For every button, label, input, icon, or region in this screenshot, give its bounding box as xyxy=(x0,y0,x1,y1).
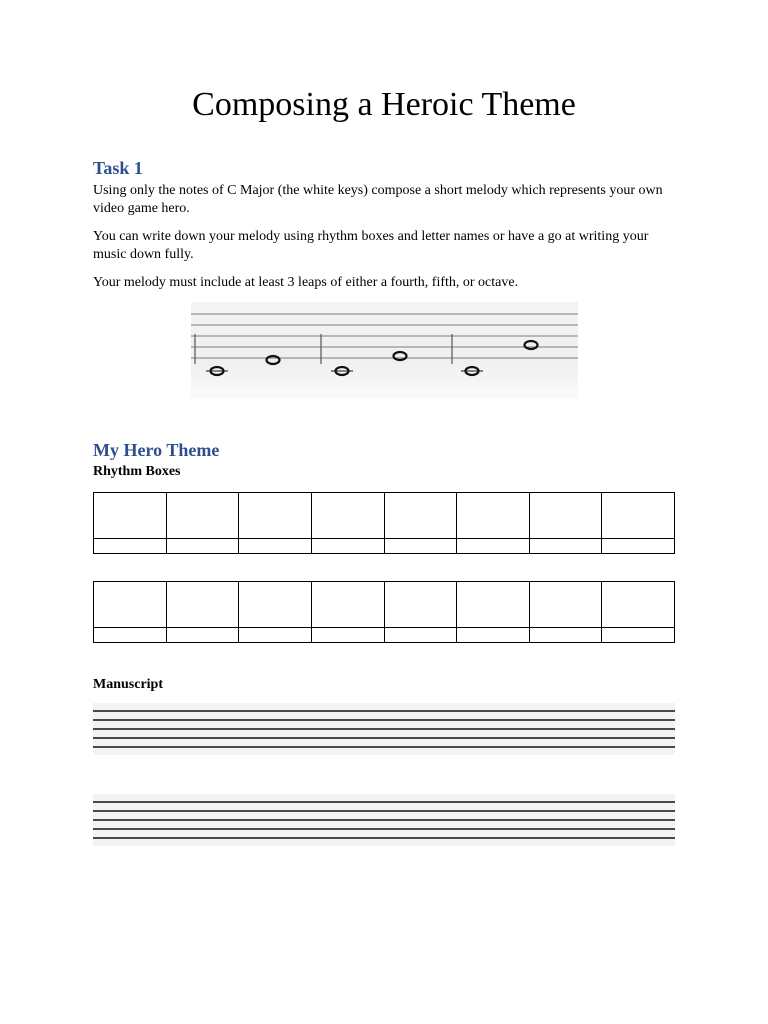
task-paragraph-2: You can write down your melody using rhythm boxes and letter names or have a go at writing your music down fully. xyxy=(93,229,649,262)
letter-cell[interactable] xyxy=(602,628,675,643)
rhythm-box[interactable] xyxy=(457,493,530,539)
rhythm-box[interactable] xyxy=(602,493,675,539)
rhythm-row-boxes xyxy=(94,582,675,628)
rhythm-box[interactable] xyxy=(384,582,457,628)
rhythm-box[interactable] xyxy=(384,493,457,539)
rhythm-box[interactable] xyxy=(311,493,384,539)
rhythm-box[interactable] xyxy=(94,582,167,628)
rhythm-box[interactable] xyxy=(529,582,602,628)
rhythm-row-letters xyxy=(94,539,675,554)
rhythm-box[interactable] xyxy=(457,582,530,628)
manuscript-staff-2[interactable] xyxy=(93,794,675,846)
rhythm-box[interactable] xyxy=(311,582,384,628)
rhythm-row-boxes xyxy=(94,493,675,539)
letter-cell[interactable] xyxy=(311,539,384,554)
rhythm-boxes-label: Rhythm Boxes xyxy=(93,464,181,479)
letter-cell[interactable] xyxy=(457,539,530,554)
page-title: Composing a Heroic Theme xyxy=(192,86,576,123)
letter-cell[interactable] xyxy=(457,628,530,643)
example-leaps-staff xyxy=(191,302,578,398)
letter-cell[interactable] xyxy=(384,539,457,554)
rhythm-box[interactable] xyxy=(602,582,675,628)
letter-cell[interactable] xyxy=(94,628,167,643)
task-paragraph-3: Your melody must include at least 3 leaps of either a fourth, fifth, or octave. xyxy=(93,275,519,290)
letter-cell[interactable] xyxy=(529,539,602,554)
manuscript-label: Manuscript xyxy=(93,677,163,692)
rhythm-box[interactable] xyxy=(166,582,239,628)
letter-cell[interactable] xyxy=(166,539,239,554)
letter-cell[interactable] xyxy=(239,539,312,554)
rhythm-table-1 xyxy=(93,492,675,554)
rhythm-box[interactable] xyxy=(239,493,312,539)
letter-cell[interactable] xyxy=(239,628,312,643)
task-paragraph-1: Using only the notes of C Major (the white keys) compose a short melody which represents your own video game hero. xyxy=(93,183,663,216)
rhythm-box[interactable] xyxy=(94,493,167,539)
rhythm-box[interactable] xyxy=(166,493,239,539)
rhythm-box[interactable] xyxy=(239,582,312,628)
letter-cell[interactable] xyxy=(602,539,675,554)
rhythm-table-2 xyxy=(93,581,675,643)
rhythm-row-letters xyxy=(94,628,675,643)
letter-cell[interactable] xyxy=(384,628,457,643)
task-heading: Task 1 xyxy=(93,158,143,178)
letter-cell[interactable] xyxy=(94,539,167,554)
letter-cell[interactable] xyxy=(311,628,384,643)
manuscript-staff-1[interactable] xyxy=(93,703,675,755)
letter-cell[interactable] xyxy=(166,628,239,643)
hero-heading: My Hero Theme xyxy=(93,440,220,460)
rhythm-box[interactable] xyxy=(529,493,602,539)
letter-cell[interactable] xyxy=(529,628,602,643)
